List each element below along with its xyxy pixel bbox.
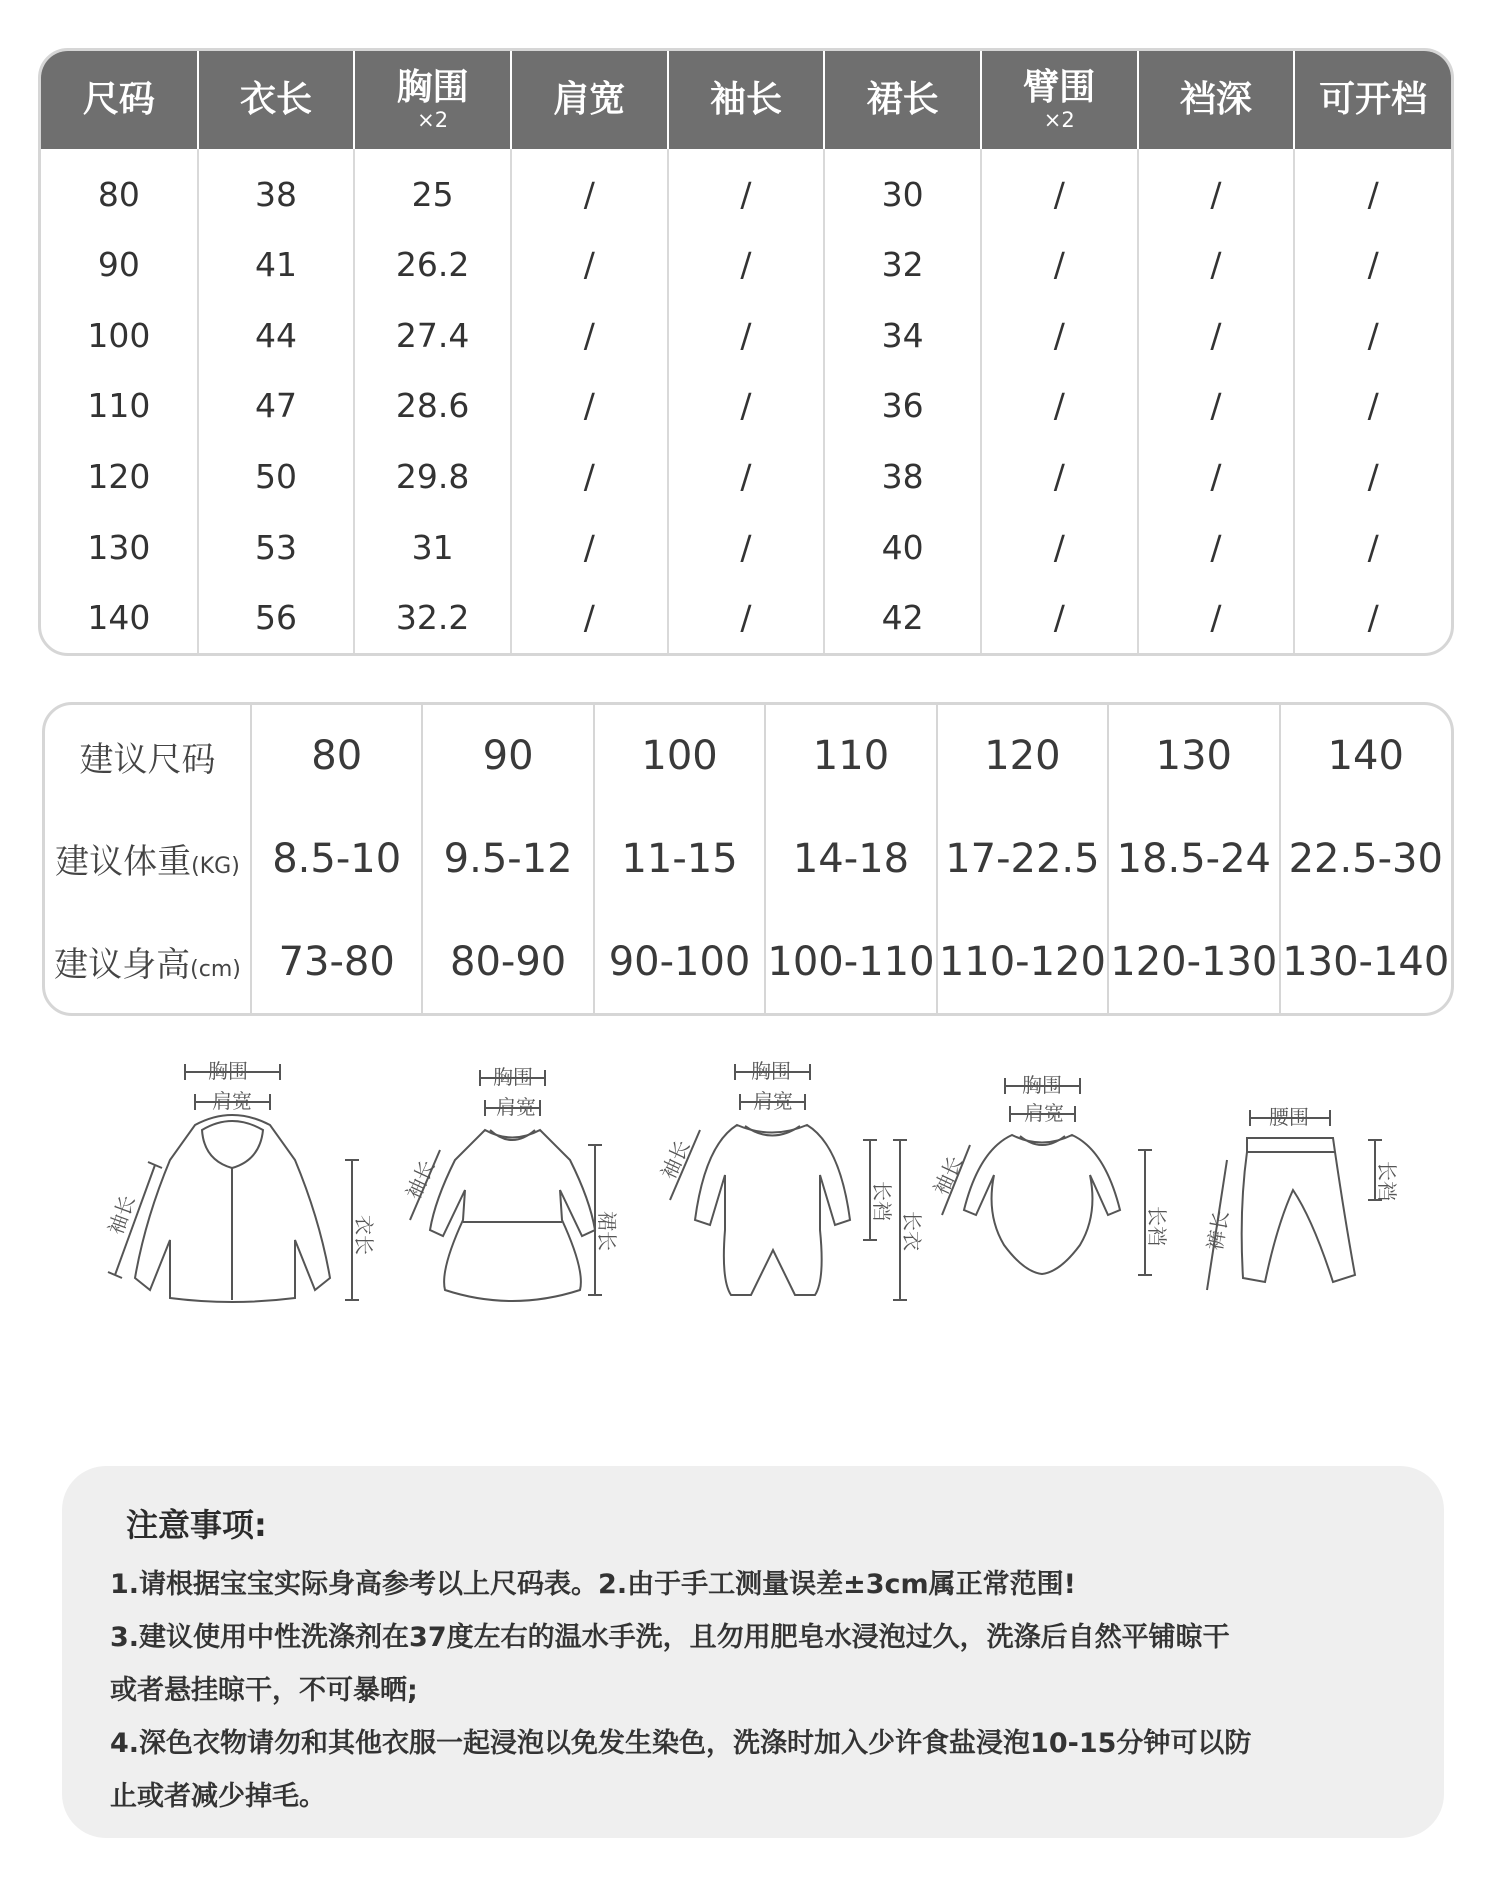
size-cell: 28.6 [354, 371, 511, 442]
suggest-row-label [45, 808, 251, 911]
size-cell: 38 [198, 149, 355, 230]
size-cell: / [511, 371, 668, 442]
size-cell: 140 [41, 582, 198, 653]
size-cell: / [668, 300, 825, 371]
size-cell: / [1367, 457, 1379, 497]
size-cell: 27.4 [354, 300, 511, 371]
size-cell: 90 [41, 230, 198, 301]
size-cell: / [511, 441, 668, 512]
size-cell: 40 [824, 512, 981, 583]
suggested-size-table [42, 702, 1454, 1016]
notes-title: 注意事项: [126, 1506, 267, 1544]
size-cell: / [981, 149, 1138, 230]
row-label-unit: (KG) [191, 854, 240, 880]
notes-line: 4.深色衣物请勿和其他衣服一起浸泡以免发生染色，洗涤时加入少许食盐浸泡10-15分钟可以防 [110, 1728, 1252, 1759]
suggest-cell: 140 [1327, 733, 1404, 780]
header-cell: 袖长 [668, 51, 825, 149]
header-cell: 可开档 [1294, 51, 1451, 149]
size-cell: / [1367, 174, 1379, 214]
size-cell: / [981, 371, 1138, 442]
label-sleeve: 袖长 [655, 1136, 695, 1183]
size-cell: / [511, 300, 668, 371]
size-cell: / [668, 230, 825, 301]
row-label-text: 建议身高 [54, 945, 191, 986]
label-crotch: 长裆 [870, 1181, 894, 1221]
row-label-unit: (cm) [190, 957, 241, 983]
size-cell: 30 [824, 149, 981, 230]
size-row [41, 371, 1451, 442]
size-cell: / [668, 371, 825, 442]
label-chest: 胸围 [1022, 1073, 1062, 1097]
size-cell: 42 [824, 582, 981, 653]
size-cell: / [511, 512, 668, 583]
suggest-cell: 80-90 [422, 910, 593, 1013]
size-cell: / [1367, 527, 1379, 567]
suggest-cell: 110 [765, 705, 936, 808]
size-row [41, 300, 1451, 371]
pants-diagram [1185, 1050, 1405, 1334]
size-cell: / [511, 149, 668, 230]
size-cell: / [981, 512, 1138, 583]
romper-diagram [645, 1050, 924, 1334]
size-cell: / [981, 582, 1138, 653]
size-cell: 41 [198, 230, 355, 301]
suggest-cell: 110-120 [937, 910, 1108, 1013]
notes-line: 3.建议使用中性洗涤剂在37度左右的温水手洗，且勿用肥皂水浸泡过久，洗涤后自然平铺晾干 [110, 1622, 1230, 1653]
size-cell: / [511, 230, 668, 301]
suggest-cell: 18.5-24 [1108, 808, 1279, 911]
size-cell: 80 [41, 149, 198, 230]
suggest-cell: 90-100 [594, 910, 765, 1013]
notes-line: 或者悬挂晾干，不可暴晒; [110, 1675, 418, 1706]
suggest-cell: 9.5-12 [422, 808, 593, 911]
suggest-row [45, 910, 1451, 1013]
size-cell: 32 [824, 230, 981, 301]
suggest-cell: 100-110 [765, 910, 936, 1013]
label-chest: 胸围 [751, 1059, 791, 1083]
size-cell: 32.2 [354, 582, 511, 653]
label-leg: 裤长 [1202, 1208, 1234, 1253]
label-shoulder: 肩宽 [1024, 1101, 1064, 1125]
size-cell: / [1367, 598, 1379, 638]
size-cell: / [1367, 245, 1379, 285]
dress-diagram [390, 1050, 620, 1334]
size-row [41, 441, 1451, 512]
size-cell: 36 [824, 371, 981, 442]
suggest-cell: 17-22.5 [937, 808, 1108, 911]
size-row [41, 230, 1451, 301]
size-cell: 34 [824, 300, 981, 371]
size-cell: / [1367, 315, 1379, 355]
label-waist: 腰围 [1269, 1105, 1309, 1129]
size-cell: 25 [354, 149, 511, 230]
label-length: 裙长 [595, 1211, 619, 1251]
suggest-cell: 8.5-10 [251, 808, 422, 911]
suggest-cell: 73-80 [251, 910, 422, 1013]
size-cell: 29.8 [354, 441, 511, 512]
row-label-text: 建议尺码 [79, 739, 216, 780]
size-cell: / [668, 512, 825, 583]
suggest-row [45, 705, 1451, 808]
label-sleeve: 袖长 [400, 1156, 440, 1203]
suggest-row-label [45, 910, 251, 1013]
size-cell: / [668, 441, 825, 512]
size-row [41, 512, 1451, 583]
suggest-cell: 22.5-30 [1288, 835, 1443, 882]
suggest-cell: 130 [1108, 705, 1279, 808]
label-length: 长裆 [1145, 1206, 1169, 1246]
size-cell: / [981, 300, 1138, 371]
size-cell: 31 [354, 512, 511, 583]
suggest-cell: 100 [594, 705, 765, 808]
size-cell: 50 [198, 441, 355, 512]
size-cell: 44 [198, 300, 355, 371]
notes-line: 止或者减少掉毛。 [110, 1781, 326, 1812]
size-cell: 120 [41, 441, 198, 512]
label-chest: 胸围 [208, 1059, 248, 1083]
suggest-cell: 14-18 [765, 808, 936, 911]
label-shoulder: 肩宽 [496, 1095, 536, 1119]
size-cell: / [981, 441, 1138, 512]
size-cell: / [1138, 230, 1295, 301]
care-notes [62, 1466, 1444, 1838]
header-cell: 臂围 ×2 [981, 51, 1138, 149]
size-cell: 47 [198, 371, 355, 442]
size-chart-table [38, 48, 1454, 656]
size-cell: 26.2 [354, 230, 511, 301]
header-cell: 尺码 [41, 51, 198, 149]
label-shoulder: 肩宽 [753, 1089, 793, 1113]
size-cell: / [981, 230, 1138, 301]
size-cell: / [1138, 512, 1295, 583]
size-cell: / [1138, 149, 1295, 230]
size-row [41, 582, 1451, 653]
header-cell: 肩宽 [511, 51, 668, 149]
size-cell: 53 [198, 512, 355, 583]
size-cell: 100 [41, 300, 198, 371]
jacket-diagram [90, 1050, 376, 1334]
suggest-cell: 80 [251, 705, 422, 808]
suggest-cell: 120-130 [1108, 910, 1279, 1013]
header-cell: 胸围 ×2 [354, 51, 511, 149]
size-cell: / [1138, 371, 1295, 442]
size-cell: / [1138, 300, 1295, 371]
header-cell: 衣长 [198, 51, 355, 149]
suggest-cell: 130-140 [1282, 938, 1450, 985]
label-length: 长衣 [900, 1211, 924, 1251]
suggest-row [45, 808, 1451, 911]
header-cell: 裆深 [1138, 51, 1295, 149]
row-label-text: 建议体重 [55, 842, 192, 883]
size-cell: / [1138, 441, 1295, 512]
notes-line: 1.请根据宝宝实际身高参考以上尺码表。2.由于手工测量误差±3cm属正常范围! [110, 1569, 1076, 1600]
suggest-cell: 11-15 [594, 808, 765, 911]
suggest-cell: 120 [937, 705, 1108, 808]
size-cell: 110 [41, 371, 198, 442]
measurement-diagrams [90, 1050, 1410, 1330]
suggest-cell: 90 [422, 705, 593, 808]
label-sleeve: 袖长 [928, 1152, 968, 1199]
size-row [41, 149, 1451, 230]
suggest-row-label [45, 705, 251, 808]
size-cell: 38 [824, 441, 981, 512]
label-chest: 胸围 [493, 1065, 533, 1089]
label-shoulder: 肩宽 [212, 1089, 252, 1113]
size-cell: / [668, 149, 825, 230]
size-cell: / [511, 582, 668, 653]
bodysuit-diagram [920, 1050, 1170, 1334]
label-crotch: 长裆 [1375, 1161, 1399, 1201]
size-cell: 130 [41, 512, 198, 583]
header-cell: 裙长 [824, 51, 981, 149]
size-table-header-row [41, 51, 1451, 149]
size-cell: / [1367, 386, 1379, 426]
label-sleeve: 袖长 [103, 1192, 140, 1238]
label-length: 衣长 [352, 1215, 376, 1255]
size-cell: / [668, 582, 825, 653]
size-cell: / [1138, 582, 1295, 653]
size-cell: 56 [198, 582, 355, 653]
